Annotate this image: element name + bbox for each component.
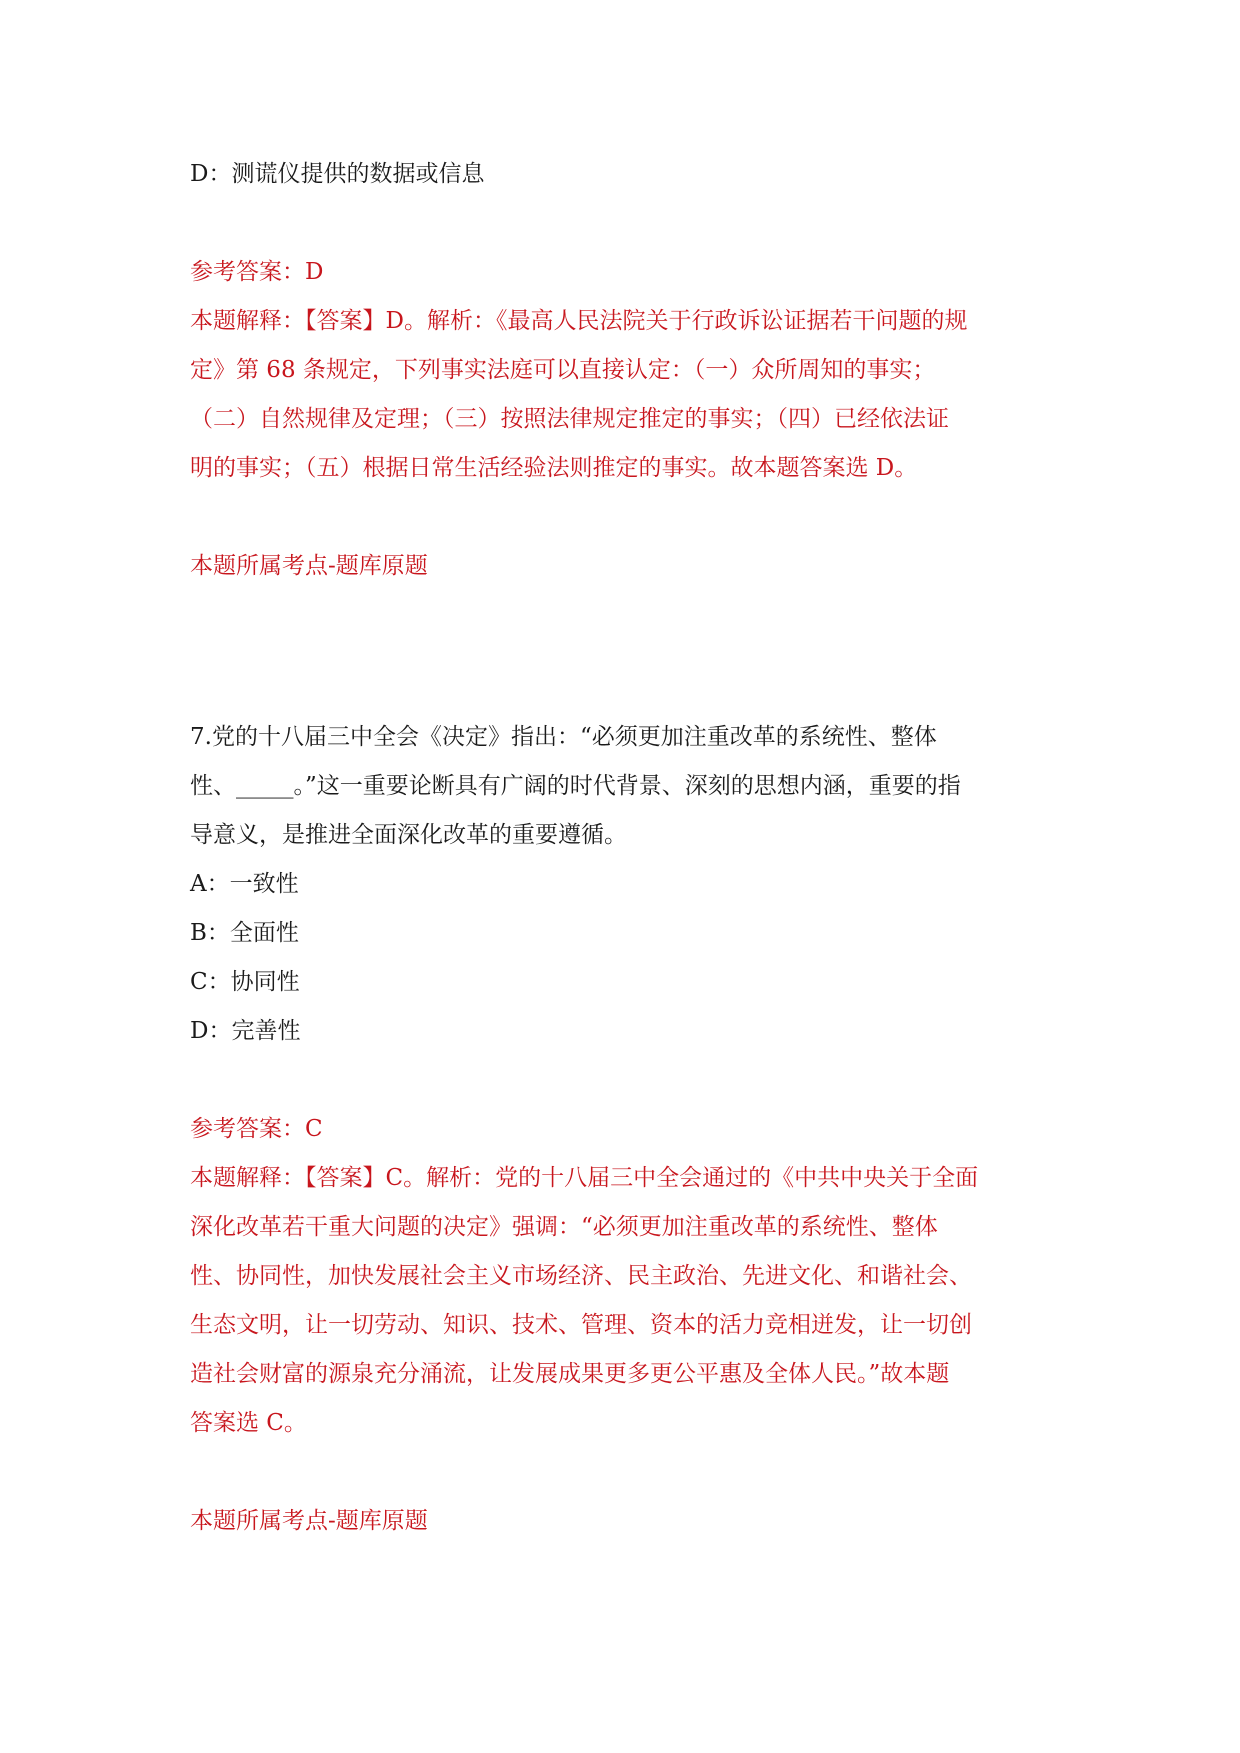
question-stem-line: 导意义，是推进全面深化改革的重要遵循。 [190,822,627,848]
spacer [190,1056,1070,1105]
spacer [190,493,1070,542]
question-7-answer: 参考答案：C [190,1116,323,1142]
question-7-options [190,860,1070,1056]
question-7-stem [190,713,1070,860]
option-d: D：完善性 [190,1018,301,1044]
prev-explanation-line: （二）自然规律及定理；（三）按照法律规定推定的事实；（四）已经依法证 [190,406,949,432]
question-7-explanation [190,1154,1070,1448]
document-page [190,150,1070,1546]
prev-explanation-line: 明的事实；（五）根据日常生活经验法则推定的事实。故本题答案选 D。 [190,455,918,481]
prev-explanation-line: 定》第 68 条规定，下列事实法庭可以直接认定：（一）众所周知的事实； [190,357,936,383]
question-stem-line: 7.党的十八届三中全会《决定》指出：“必须更加注重改革的系统性、整体 [190,724,937,750]
spacer [190,591,1070,713]
question-stem-line: 性、_____。”这一重要论断具有广阔的时代背景、深刻的思想内涵，重要的指 [190,773,961,799]
explanation-line: 答案选 C。 [190,1410,307,1436]
spacer [190,199,1070,248]
explanation-line: 深化改革若干重大问题的决定》强调：“必须更加注重改革的系统性、整体 [190,1214,938,1240]
option-c: C：协同性 [190,969,300,995]
prev-explanation [190,297,1070,493]
question-7-topic: 本题所属考点-题库原题 [190,1508,428,1534]
spacer [190,1448,1070,1497]
option-b: B：全面性 [190,920,299,946]
prev-topic: 本题所属考点-题库原题 [190,553,428,579]
prev-explanation-line: 本题解释：【答案】D。解析：《最高人民法院关于行政诉讼证据若干问题的规 [190,308,968,334]
prev-option-d: D：测谎仪提供的数据或信息 [190,161,485,187]
explanation-line: 生态文明，让一切劳动、知识、技术、管理、资本的活力竞相迸发，让一切创 [190,1312,972,1338]
explanation-line: 性、协同性，加快发展社会主义市场经济、民主政治、先进文化、和谐社会、 [190,1263,972,1289]
explanation-line: 造社会财富的源泉充分涌流，让发展成果更多更公平惠及全体人民。”故本题 [190,1361,950,1387]
option-a: A：一致性 [190,871,299,897]
explanation-line: 本题解释：【答案】C。解析：党的十八届三中全会通过的《中共中央关于全面 [190,1165,979,1191]
prev-answer: 参考答案：D [190,259,324,285]
